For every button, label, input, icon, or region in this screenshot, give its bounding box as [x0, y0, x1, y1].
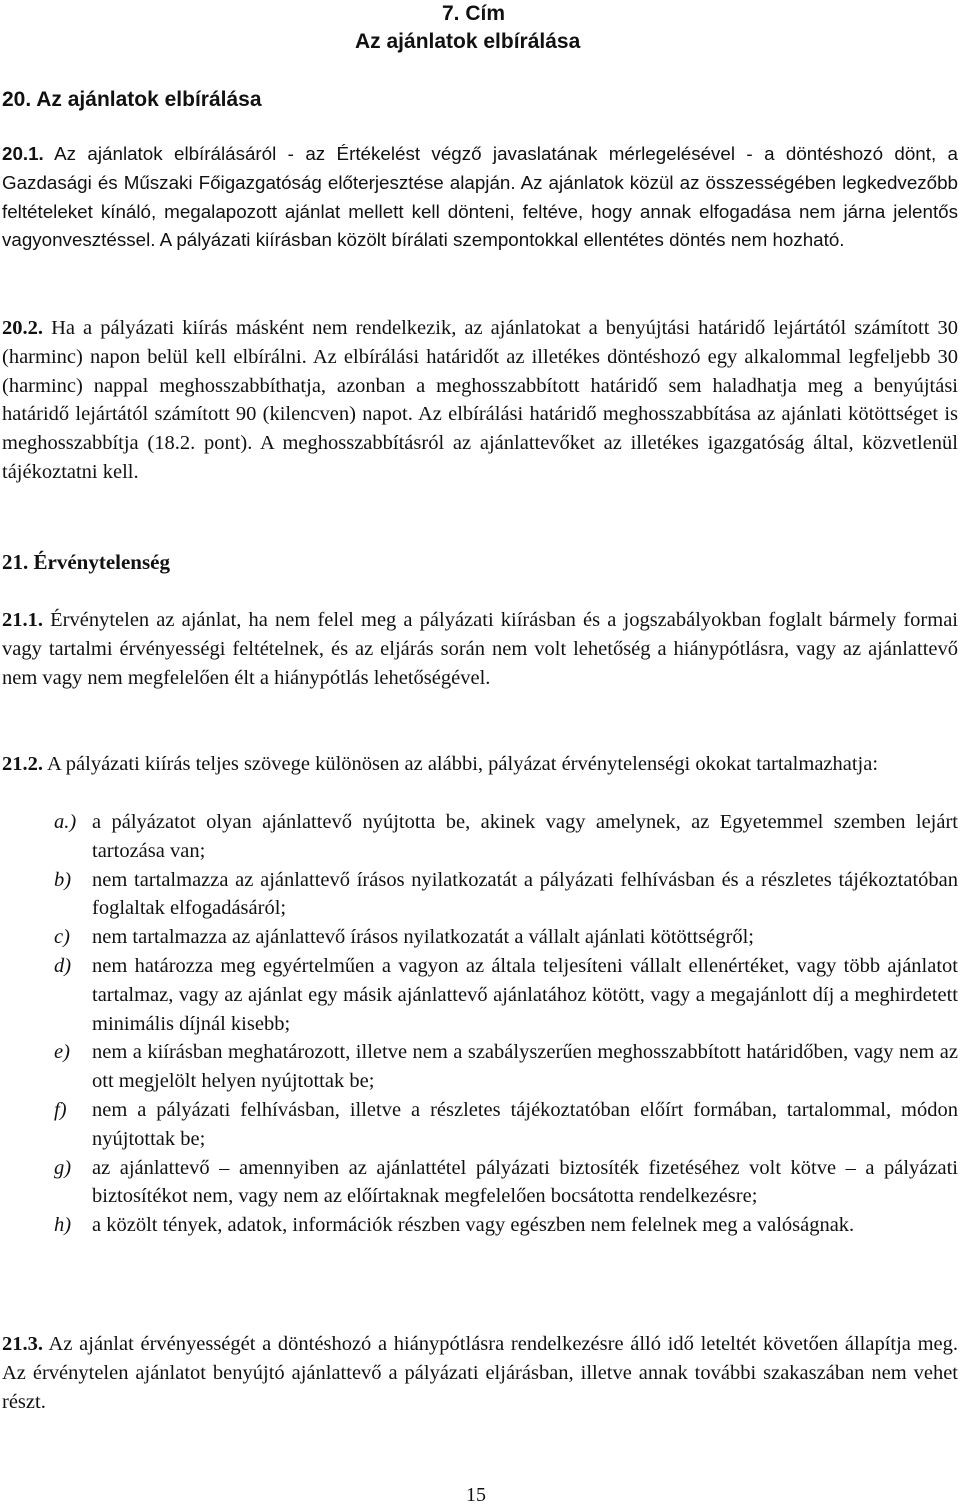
list-item — [2, 1154, 958, 1212]
list-item-text: nem tartalmazza az ajánlattevő írásos nyilatkozatát a vállalt ajánlati kötöttségről; — [92, 926, 754, 949]
paragraph-number: 20.1. — [2, 143, 44, 164]
paragraph-number: 21.3. — [2, 1333, 43, 1355]
list-item — [2, 866, 958, 924]
paragraph-number: 21.1. — [2, 609, 43, 631]
paragraph-text: Az ajánlat érvényességét a döntéshozó a hiánypótlásra rendelkezésre álló idő leteltét követően állapítja meg. Az érvénytelen ajánlatot benyújtó ajánlattevő a pályázati eljárásban, illetve annak további szakaszában nem vehet részt. — [2, 1333, 958, 1413]
list-item — [2, 952, 958, 1038]
paragraph-text: Érvénytelen az ajánlat, ha nem felel meg a pályázati kiírásban és a jogszabályokban foglalt bármely formai vagy tartalmi érvényességi feltételnek, és az eljárás során nem volt lehetőség a hiánypótlásra, vagy az ajánlattevő nem vagy nem megfelelően élt a hiánypótlás lehetőségével. — [2, 609, 958, 689]
paragraph-20-1 — [2, 140, 958, 255]
list-item — [2, 808, 958, 866]
paragraph-21-3 — [2, 1330, 958, 1416]
list-item — [2, 1038, 958, 1096]
chapter-number: 7. Cím — [442, 2, 506, 25]
list-item-text: nem határozza meg egyértelműen a vagyon az általa teljesíteni vállalt ellenértéket, vagy több ajánlatot tartalmaz, vagy az ajánlat egy másik ajánlattevő ajánlatához kötött, vagy a megajánlott díj a meghirdetett minimális díjnál kisebb; — [92, 954, 958, 1035]
list-marker: a.) — [54, 811, 77, 833]
list-marker: f) — [54, 1098, 67, 1121]
paragraph-number: 21.2. — [2, 753, 43, 775]
list-item — [2, 923, 958, 952]
list-item-text: a pályázatot olyan ajánlattevő nyújtotta be, akinek vagy amelynek, az Egyetemmel szemben lejárt tartozása van; — [92, 811, 958, 862]
list-marker: e) — [54, 1041, 70, 1064]
list-marker: h) — [54, 1214, 72, 1237]
paragraph-text: A pályázati kiírás teljes szövege különösen az alábbi, pályázat érvénytelenségi okokat tartalmazhatja: — [43, 753, 879, 775]
list-marker: g) — [54, 1156, 72, 1179]
list-item — [2, 1211, 958, 1240]
list-item — [2, 1096, 958, 1154]
page-number: 15 — [466, 1484, 486, 1506]
paragraph-21-2 — [2, 750, 958, 779]
paragraph-text: Ha a pályázati kiírás másként nem rendelkezik, az ajánlatokat a benyújtási határidő lejártától számított 30 (harminc) napon belül kell elbírálni. Az elbírálási határidőt az illetékes döntéshozó egy alkalommal legfeljebb 30 (harminc) nappal meghosszabbíthatja, azonban a meghosszabbított határidő sem haladhatja meg a benyújtási határidő lejártától számított 90 (kilencven) napot. Az elbírálási határidő meghosszabbítása az ajánlati kötöttséget is meghosszabbítja (18.2. pont). A meghosszabbításról az ajánlattevőket az illetékes igazgatóság által, közvetlenül tájékoztatni kell. — [2, 317, 958, 483]
list-marker: b) — [54, 868, 72, 891]
section-21-title: 21. Érvénytelenség — [2, 550, 170, 574]
paragraph-text: Az ajánlatok elbírálásáról - az Értékelést végző javaslatának mérlegelésével - a döntéshozó dönt, a Gazdasági és Műszaki Főigazgatóság előterjesztése alapján. Az ajánlatok közül az összességében legkedvezőbb feltételeket kínáló, megalapozott ajánlat mellett kell dönteni, feltéve, hogy annak elfogadása nem járna jelentős vagyonvesztéssel. A pályázati kiírásban közölt bírálati szempontokkal ellentétes döntés nem hozható. — [2, 143, 958, 251]
paragraph-20-2 — [2, 314, 958, 487]
list-marker: d) — [54, 954, 72, 977]
chapter-title: Az ajánlatok elbírálása — [355, 30, 581, 53]
list-item-text: nem a pályázati felhívásban, illetve a részletes tájékoztatóban előírt formában, tartalommal, módon nyújtottak be; — [92, 1098, 958, 1150]
list-item-text: az ajánlattevő – amennyiben az ajánlattétel pályázati biztosíték fizetéséhez volt kötve – a pályázati biztosítékot nem, vagy nem az előírtaknak megfelelően bocsátotta rendelkezésre; — [92, 1156, 958, 1208]
paragraph-21-1 — [2, 606, 958, 692]
list-item-text: a közölt tények, adatok, információk részben vagy egészben nem felelnek meg a valóságnak. — [92, 1214, 855, 1237]
list-marker: c) — [54, 926, 70, 949]
paragraph-number: 20.2. — [2, 317, 43, 339]
invalidity-reasons-list — [2, 808, 958, 1240]
list-item-text: nem a kiírásban meghatározott, illetve nem a szabályszerűen meghosszabbított határidőben, vagy nem az ott megjelölt helyen nyújtottak be; — [92, 1041, 958, 1093]
section-20-title: 20. Az ajánlatok elbírálása — [2, 88, 262, 111]
list-item-text: nem tartalmazza az ajánlattevő írásos nyilatkozatát a pályázati felhívásban és a részletes tájékoztatóban foglaltak elfogadásáról; — [92, 868, 958, 920]
